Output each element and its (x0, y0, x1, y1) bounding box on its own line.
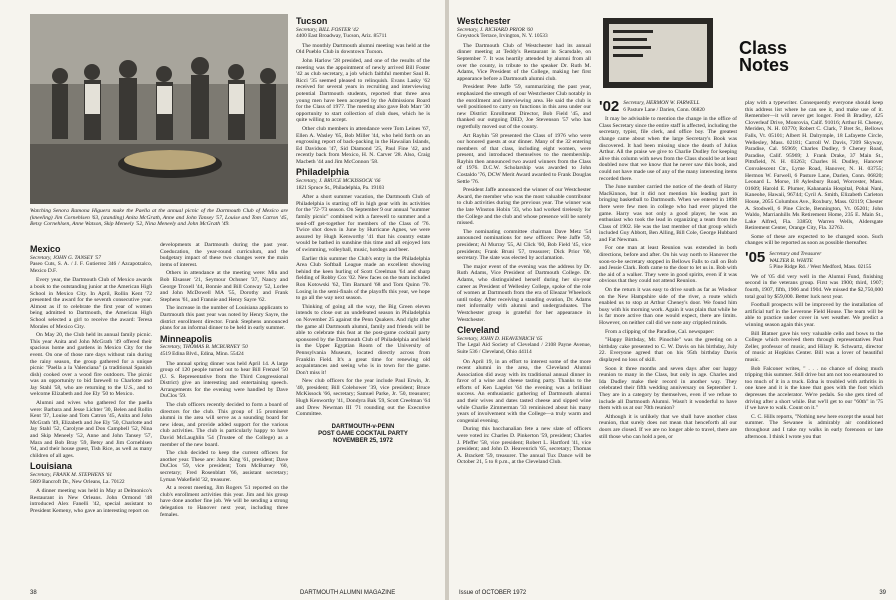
paragraph: On April 19, in an effort to interest some of the more recent alumni in the area, the Cleveland Alumni Association did away with its traditional annual dinner in favor of a wine and cheese tasting party. Thanks to the efforts of Ken Lagelot '64 the evening was a brilliant success. An enthusiastic gathering of Dartmouth alumni and their wives and dates tasted cheese and sipped wine while Charlie Zimmerman '33 reminisced about his many years of involvement with the College—a truly warm and congenial evening. (457, 358, 591, 424)
paragraph: During this bacchanalian fete a new slate of officers were voted in: Charles D. Pinkerton '59, president; Charles J. Pfeffer '58, vice president; Robert L. Hartford '41, vice president; and John D. Heavenrich '65, secretary; Thomas A. Brackett '59, treasurer. The annual Tux Dance will be October 21, 5 to 8 p.m., at the Cleveland Club. (457, 426, 591, 466)
secretary-line: Secretary, HERMON W. FARWELL (623, 100, 700, 106)
announcement-line: POST GAME COCKTAIL PARTY (318, 430, 408, 437)
secretary-line: Secretary, J. BRUCE MCKISSOCK '66 (296, 178, 381, 185)
paragraph: "Happy Birthday, Mr. Pinochle" was the greeting on a birthday cake presented to C. W. Davis on his birthday, July 22. Everyone agreed that on his 95th birthday Davis displayed no loss of skill. (599, 337, 737, 363)
paragraph: The Dartmouth Club of Westchester had its annual dinner meeting at Teddy's Restaurant in Scarsdale, on September 7. It was heartily attended by alumni from all over the county, in tribute to the speaker Dr. Ruth M. Adams, Vice President of the College, making her first appearance before a Dartmouth alumni club. (457, 42, 591, 82)
secretary-name: WALTER B. WHITE (769, 257, 813, 264)
section-heading-westchester: Westchester (457, 16, 511, 26)
column-westchester (457, 14, 591, 468)
paragraph: From a clipping of the Paradise, Cal. newspaper: (605, 328, 715, 335)
class-header (745, 251, 883, 274)
secretary-line: Secretary, JOHN D. HEAVENRICH '65 (457, 335, 543, 342)
secretary-line: Secretary, J. RICHARD PRIOR '60 (457, 26, 533, 33)
photo-caption: Watching Senora Ramona Higuera make the Paella at the annual picnic of the Dartmouth Club of Mexico are (kneeling) Jim Cornehlsen '63, (standing) Anita McGrath, Anne and John Tansey '57, Louise and Tom Catron '45, Betsy Cornehlsen, Anne Watson, Skip Meneely '52, Nina Meneely and John McGrath '49. (30, 208, 288, 228)
announcement-line: NOVEMBER 25, 1972 (333, 437, 393, 444)
paragraph: play with a typewriter. Consequently everyone should keep this address list where he can see it, and make use of it. Remember—it will never get longer. Fred B Bradley, 425 Cloverleaf Drive, Monrovia, Calif. 91016; Arthur H. Cheney, Meriden, N. H. 03770; Robert C. Clark, 7 Bret St., Bellows Falls, Vt. 05101; Albert H. Dalrymple, 18 Lafayette Circle, Wellesley, Mass. 02181; Carroll W. Davis, 7209 Skyway, Paradise, Cal. 95969; Charles Dudley, 9 Cheney Road, Paradise, Calif. 95969; J. Frank Drake, 37 Main St., Pittsfield, N. H. 03263; Charles H. Dudley, Hanover Convalescent Ctr., Lyme Road, Hanover, N. H. 03755; Hermon W. Farwell, 6 Pasture Lane, Darien, Conn. 06820; Leonard L. Morse, 18 Aylesbury Road, Worcester, Mass. 01609; Harold E. Plumer, Kahanania Hospital, Pohai Nani, Kaneohe, Hawaii, 96744; Cyril A. Smith, Elizabeth Carleton House, 2055 Columbus Ave., Roxbury, Mass. 02119; Chester A. Stodwell, 6 Pine Circle, Bennington, Vt. 05201; John Waldo, Marrianhills Ms Retirement Home, 235 E. Main St., Lake Alfred, Fla. 33850; Warren Wells, Aldersgate Retirement Center, Orange City, Fla. 32763. (745, 100, 883, 232)
address-line: 4400 East Broadway, Tucson, Ariz. 85711 (296, 33, 387, 40)
class-header (599, 100, 737, 116)
column-class-05 (745, 100, 883, 442)
section-heading-minneapolis: Minneapolis (160, 333, 213, 344)
paragraph: The monthly Dartmouth alumni meeting was held at the Old Pueblo Club in downtown Tucson. (296, 42, 430, 56)
paragraph: On May 20, the Club held its annual family picnic. This year Anita and John McGrath '49 offered their spacious home and gardens in Mexico City for the event. On one of those rare days without rain during the rainy season, the group gathered for a unique picnic "Paella a la Valenciana" (a traditional Spanish dish) cooked over a wood fire outdoors. The picnic was an opportunity to bid farewell to Charlotte and Jay Stahl '58, who are returning to the U.S., and to welcome Elizabeth and Joe Ely '50 to Mexico. (30, 332, 152, 398)
paragraph: Art Rayhin '58 presented the Class of 1976 who were our honored guests at our dinner. Many of the 32 entering members of that class, including eight women, were present, and introduced themselves to the membership. Rayhin then announced two award winners from the Class of 1976. D.C.W. Scholarship was awarded to John Costaldo '76, DCW Merit Award awarded to Frank Douglas Settle '76. (457, 132, 591, 185)
paragraph: For one man at least Reunion was extended in both directions, before and after. On his way north to Hanover the soon-to-be secretary stopped in Bellows Falls to call on Bob and Jessie Clark. Both came to the door to let us in. Bob with the aid of a walker. They were in good spirits, even if it was obvious that they could not attend Reunion. (599, 245, 737, 285)
paragraph: President Pete Jaffe '59, summarizing the past year, emphasized the strength of our Westchester Club notably in the enrollment and interviewing area. He said the club is well positioned to carry on functions in this area under our new District Enrollment Director, Bob Field '45, and thanked our outgoing DED, Joe Stevenson '57 who has regretfully moved out of the county. (457, 84, 591, 130)
left-page (0, 0, 445, 600)
paragraph: The club officers recently decided to form a board of directors for the club. This group of 15 prominent alumni in the area will serve as a sounding board for new ideas, and provide added support for the various club activities. The club is particularly happy to have David McLaughlin '54 (Trustee of the College) as a member of the new board. (160, 402, 288, 448)
paragraph: Football prospects will be improved by the installation of artificial turf in the Leverone Field House. The team will be able to practice under cover in wet weather. We predict a winning season again this year. (745, 302, 883, 328)
paragraph: The increase in the number of Louisiana applicants to Dartmouth this past year was noted by Henry Sayre, the district enrollment director. Frank Stephens announced plans for an informal dinner to be held in early summer. (160, 305, 288, 332)
group-photo (30, 14, 288, 204)
paragraph: The major event of the evening was the address by Dr. Ruth Adams, Vice President of Dartmouth College. Dr. Adams, who distinguished herself during her six-year career as President of Wellesley College, spoke of the role of women at Dartmouth from the era of Eleazar Wheelock until today. After receiving a standing ovation, Dr. Adams met informally with alumni and undergraduates. The Westchester group is grateful for her appearance in Westchester. (457, 263, 591, 323)
secretary-line: Secretary and Treasurer (769, 251, 822, 258)
page-number-left: 38 (30, 590, 37, 596)
paragraph: It may be advisable to mention the change in the office of Class Secretary since the entire staff is affected, including the secretary, typist, file clerk, and office boy. The greatest change came about when the large Secretary's Book was discovered. It had been missing since the death of Julius Arthur. All the praise we give to Charlie Dudley for keeping alive this column with news from the Class should be at least doubled now that we know that he never saw this book, and could not have made use of any of the many interesting items recorded there. (599, 116, 737, 182)
paragraph: Alumni and wives who gathered for the paella were: Barbara and Jesse Lichter '30, Belen and Rollin Kent '37, Louise and Tom Catron '45, Anita and John McGrath '49, Elizabeth and Joe Ely '50, Charlotte and Jay Stahl '52, Carolyne and Don Campbell '52, Nina and Skip Meneely '52, Anne and John Tansey '57, Mara and Bob Bray '59, Betsy and Jim Cornehlsen '64, and their house guest, Tish Rice, as well as many children of all ages. (30, 400, 152, 459)
column-3 (296, 14, 430, 451)
announcement-box (296, 424, 430, 445)
paragraph: Every year, the Dartmouth Club of Mexico awards a book to the outstanding junior at the American High School in Mexico City. In April, Rollin Kent '72 presented the award for the seventh consecutive year. Almost as if to celebrate the first year of women being admitted to Dartmouth, the American High School selected a girl to receive the award: Teresa Morales of Mexico City. (30, 277, 152, 330)
paragraph: A dinner meeting was held in May at Delmonico's Restaurant in New Orleans. John Ormond '48 introduced Alex Fanelli '42, special assistant to President Kemeny, who gave an interesting report on (30, 488, 152, 514)
paragraph: Bill Blatner gave his very valuable cello and bows to the College which received them through representatives Paul Zeller, professor of music, and Hilary R. Schwartz, director of music at Hopkins Center. Bill was a lover of beautiful music. (745, 330, 883, 363)
section-heading-philadelphia: Philadelphia (296, 167, 350, 178)
paragraph: The annual spring dinner was held April 14. A large group of 120 people turned out to hear Bill Frenzel '50 (U. S. Representative from the Third Congressional District) give an interesting and entertaining speech. Arrangements for the evening were handled by Dave DuClos '59. (160, 360, 288, 400)
class-notes-title: Class Notes (739, 38, 790, 75)
address-line: 5 Pine Ridge Rd. / West Medford, Mass. 02155 (769, 264, 872, 271)
column-1 (30, 242, 152, 517)
column-class-02 (599, 100, 737, 442)
paragraph: The club decided to keep the current officers for another year. These are: John King '61, president; Dave DuClos '59, vice president; Tom McBurney '60, secretary; Fred Rosenblatt '66, assistant secretary; Lyman Wakefield '32, treasurer. (160, 450, 288, 483)
paragraph: On the return it was easy to drive south as far as Windsor on the New Hampshire side of the river, a route which enabled us to stop at Arthur Cheney's door. We found him busy with his morning work. Again it was plain that while he is far more active than one would expect, there are limits. However, on neither call did we note any crippled minds. (599, 287, 737, 326)
paragraph: We of '05 did very well in the Alumni Fund, finishing second in the veterans group. First was 1900; third, 1907; fourth, 1907, fifth, 1906 and 1904. We missed the $2,750,000 total goal by $59,000. Better luck next year. (745, 273, 883, 300)
class-year: '05 (745, 249, 766, 267)
paragraph: Bob Falconer writes, " . . . no chance of doing much tripping this summer. Still drive but am not too enamoured to too much of it in a truck. Edna is troubled with arthritis in one knee and it is the knee that goes with the foot which depresses the accelerator. We're pedals. So she gets tired of driving after a short while. But we'll get to our "60th" in '75 if we have to walk. Count on it." (745, 365, 883, 412)
secretary-line: Secretary, BILL FOSTER '42 (296, 26, 359, 33)
paragraph: Soon it three months and seven days after our happy reunion to many in the Class, but only in age. Charles and Ida Dudley make their record in another way. They celebrated their fifth wedding anniversary on September 1. They are in a category by themselves, even if we refuse to include all Dartmouth Alumni. Wasn't it wonderful to have them with us at our 70th reunion? (599, 365, 737, 412)
paragraph: developments at Dartmouth during the past year. Coeducation, the year-round curriculum, and the budgetary impact of these two changes were the main items of interest. (160, 242, 288, 268)
issue-date: Issue of OCTOBER 1972 (459, 590, 527, 596)
paragraph: C. C. Hills reports, "Nothing new here except the usual hot summer. The Sewanee is admirably air conditioned throughout and I take my walks in early forenoon or late afternoon. I think I wrote you that (745, 413, 884, 440)
class-notes-graphic (599, 14, 717, 92)
paragraph: Others in attendance at the meeting were: Min and Bob Elsasser '21, Seymour Ochsner '37, Nancy and George Troxell '44, Bonnie and Bill Conway '52, Lorlee and John McDowell MA '55, Dorothy and Frank Stephens '61, and Frannie and Henry Sayre '62. (160, 270, 288, 303)
magazine-name: DARTMOUTH ALUMNI MAGAZINE (300, 590, 396, 596)
paragraph: President Jaffe announced the winner of our Westchester Award, the member who was the most valuable contributor to club activities during the previous year. The winner was the late Winston Hobin '33, who had worked tirelessly for the College and the club and whose presence will be sorely missed. (457, 187, 591, 227)
paragraph: Although it is unlikely that we shall have another class reunion, that surely does not mean that henceforth all our doors are closed. If we are no longer able to travel, there are still those who can hold a pen, or (599, 413, 737, 440)
paragraph: New club officers for the year include Paul Erwin, Jr. '40, president; Bill Colehower '39, vice president; Bruce McKissock '66, secretary; Samuel Parke, Jr. '50, treasurer; Hugh Kenworthy '41, Dondyra Bak '59, Scott Creelman '64 and Drew Newman III '71 rounding out the Executive Committee. (296, 378, 430, 418)
address-line: 4519 Edina Blvd., Edina, Minn. 55424 (160, 350, 244, 357)
address-line: 5609 Bancroft Dr., New Orleans, La. 70122 (30, 478, 125, 485)
address-line: The Legal Aid Society of Cleveland / 2108 Payne Avenue, Suite 536 / Cleveland, Ohio 44114 (457, 342, 591, 355)
class-year: '02 (599, 98, 620, 115)
address-line: 6 Pasture Lane / Darien, Conn. 06820 (623, 106, 705, 113)
secretary-line: Secretary, FRANK M. STEPHENS '61 (30, 472, 113, 478)
paragraph: John Harlow '28 presided, and one of the results of the meeting was the appointment of newly arrived Bill Foster '42 as club secretary, a job which faithful member Saul R. Ricci '35 seemed pleased to relinquish. Evans Lasky '62 received for several years in recruiting and interviewing potential Dartmouth students, reported that three area young men have been accepted by the Admissions Board for the Class of 1977. The meeting also gave Bob Marr '30 opportunity to start collection of club dues, which he is quite willing to accept. (296, 57, 430, 124)
right-page (449, 0, 896, 600)
page-number-right: 39 (879, 590, 886, 596)
paragraph: Thinking of going all the way, the Big Green eleven intends to close out an undefeated season in Philadelphia on November 25 against the Penn Quakers. And right after the game all Dartmouth alumni, family and friends will be able to celebrate this feat at the post-game cocktail party sponsored by the Dartmouth Club of Philadelphia and held in the Upper Egyptian Room of the University of Pennsylvania Museum, located directly across from Franklin Field. It's a great time for renewing old acquaintances and seeing who is in town for the game. Don't miss it! (296, 303, 430, 376)
address-line: Paseo Cuts, S. A. / J. F. Gutierrez 346 / Azcapotzalco, Mexico D.F. (30, 261, 152, 274)
paragraph: Some of these are expected to be changed soon. Such changes will be reported as soon as possible thereafter. (745, 233, 883, 247)
paragraph: The nominating committee chairman Dave Metz '54 announced nominations for new officers: Pete Jaffe '59, president; Al Murray '55, Al Click '60, Bob Field '45, vice presidents; Frank Bruni '57, treasurer; Dick Prior '60, secretary. The slate was elected by acclamation. (457, 228, 591, 262)
paragraph: Earlier this summer the Club's entry in the Philadelphia Area Club Softball League made an excellent showing behind the keen hurling of Scott Creelman '64 and sharp fielding of Robby Cox '02. New faces on the team included Ron Kotowski '62, Tim Barnard '68 and Tom Quinn '70. Losing in the semi-finals of the playoffs this year, we hope to go all the way next season. (296, 255, 430, 302)
announcement-line: DARTMOUTH-v-PENN (331, 423, 395, 430)
paragraph: At a recent meeting, Jim Rogers '51 reported on the club's enrollment activities this year. Jim and his group have done another fine job. We will be sending a strong delegation to Hanover next year, including three females. (160, 485, 288, 518)
paragraph: The June number carried the notice of the death of Harry MacKinnon, but it did not mention his leading part in bringing basketball to Dartmouth. When we entered in 1898 there were few men in college who had ever played the game. Harry was not only a good player, he was an enthusiast who took the lead in organizing a team from the Class of 1902. He was the last member of that group which included Guy Abbott, Ben Alling, Bill Cole, George Hubbard and Fat Newman. (599, 184, 737, 243)
section-heading-louisiana: Louisiana (30, 461, 73, 472)
section-heading-cleveland: Cleveland (457, 325, 500, 336)
section-heading-mexico: Mexico (30, 244, 61, 254)
address-line: 1821 Spruce St., Philadelphia, Pa. 19103 (296, 184, 385, 191)
secretary-line: Secretary, THOMAS B. MCBURNEY '50 (160, 344, 248, 351)
address-line: Greystock Terrace, Irvington, N. Y. 10533 (457, 33, 548, 40)
column-2 (160, 242, 288, 520)
section-heading-tucson: Tucson (296, 16, 328, 26)
secretary-line: Secretary, JOHN G. TANSEY '57 (30, 254, 101, 261)
paragraph: After a short summer vacation, the Dartmouth Club of Philadelphia is starting off in high gear with its activities for the '72-'73 season. On September 9 our annual "summer family picnic" combined with a farewell to summer and a send-off get-together for members of the Class of '76. Twice shot down in June by Hurricane Agnes, we were assured by Hugh Kenworthy '41 that his country estate would be bathed in sunshine this time and all enjoyed lots of swimming, volleyball, music, hotdogs and beer. (296, 194, 430, 253)
paragraph: Other club members in attendance were Tom Leines '67, Ellen A. Wasley '65, Bob Miller '44, who held forth on an engrossing report of back-packing in the Hawaiian Islands, Ed Davidson '47, Sid Diamond '25, Paul Fine '42, and recently back from Mexico, H. N. Carver '28. Also, Craig Macbeth '44 and Jim McConnon '58. (296, 125, 430, 165)
